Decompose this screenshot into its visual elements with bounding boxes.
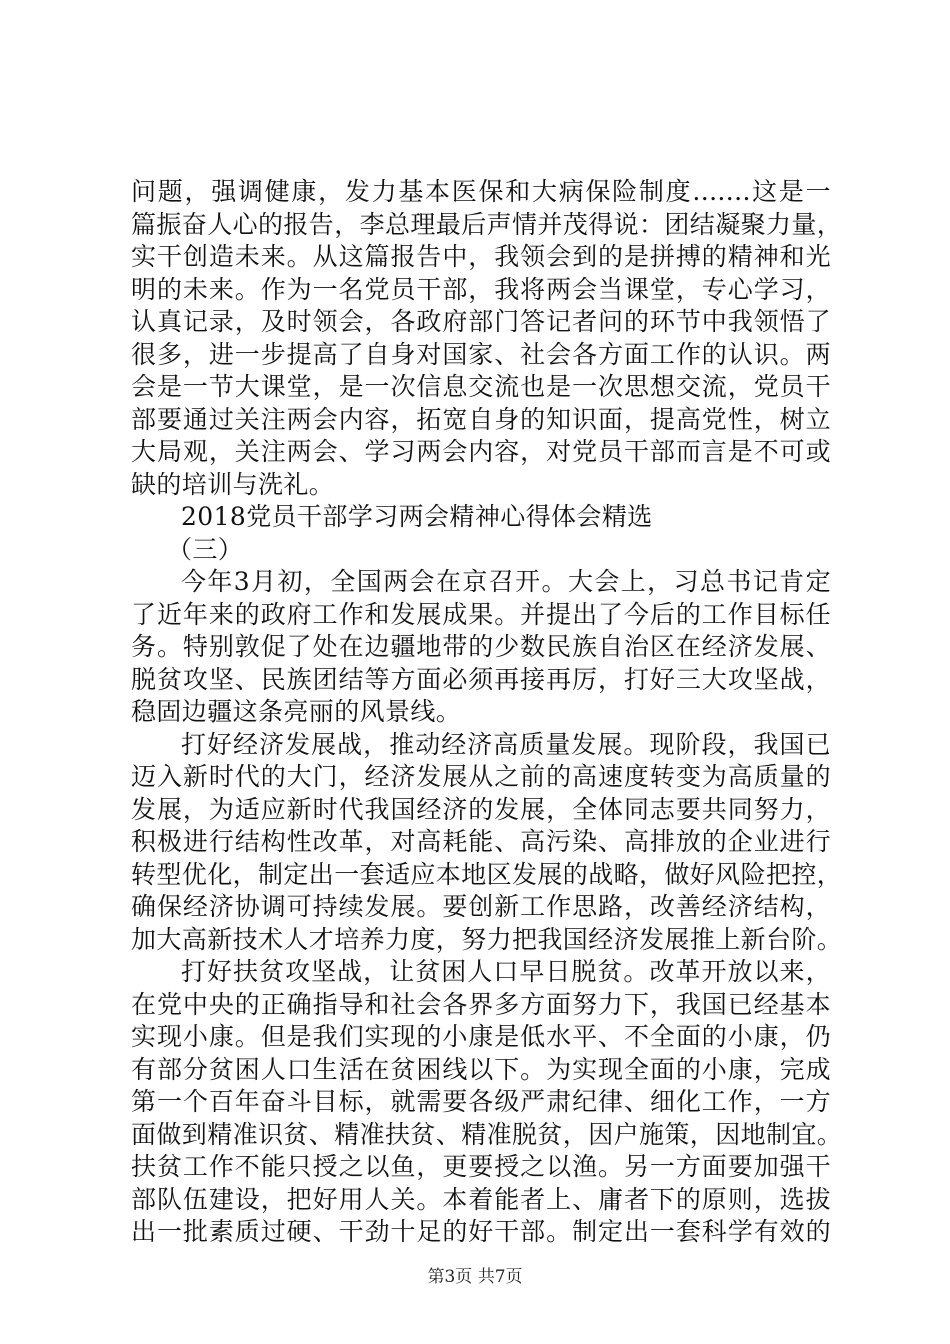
text-line: 稳固边疆这条亮丽的风景线。 — [131, 697, 462, 726]
text-line: 打好经济发展战，推动经济高质量发展。现阶段，我国已 — [181, 729, 831, 759]
text-line: 实干创造未来。从这篇报告中，我领会到的是拼搏的精神和光 — [131, 242, 831, 271]
text-line: 实现小康。但是我们实现的小康是低水平、不全面的小康，仍 — [131, 1022, 831, 1051]
text-line: 转型优化，制定出一套适应本地区发展的战略，做好风险把控， — [131, 859, 843, 889]
text-line: 迈入新时代的大门，经济发展从之前的高速度转变为高质量的 — [131, 762, 831, 791]
text-line: 打好扶贫攻坚战，让贫困人口早日脱贫。改革开放以来， — [181, 957, 831, 986]
text-line: 有部分贫困人口生活在贫困线以下。为实现全面的小康，完成 — [131, 1054, 831, 1084]
text-line: 确保经济协调可持续发展。要创新工作思路，改善经济结构， — [131, 892, 831, 921]
text-line: 会是一节大课堂，是一次信息交流也是一次思想交流，党员干 — [131, 372, 831, 401]
text-line: 部队伍建设，把好用人关。本着能者上、庸者下的原则，选拔 — [131, 1184, 831, 1214]
text-line: 大局观，关注两会、学习两会内容，对党员干部而言是不可或 — [131, 437, 831, 466]
text-line: （三） — [167, 534, 244, 564]
text-line: 篇振奋人心的报告，李总理最后声情并茂得说：团结凝聚力量， — [131, 209, 843, 239]
document-body — [131, 176, 843, 1249]
text-line: 了近年来的政府工作和发展成果。并提出了今后的工作目标任 — [131, 599, 831, 629]
text-line: 明的未来。作为一名党员干部，我将两会当课堂，专心学习， — [131, 274, 831, 304]
text-line: 认真记录，及时领会，各政府部门答记者问的环节中我领悟了 — [131, 307, 831, 336]
text-line: 发展，为适应新时代我国经济的发展，全体同志要共同努力， — [131, 794, 831, 824]
text-line: 第一个百年奋斗目标，就需要各级严肃纪律、细化工作，一方 — [131, 1087, 831, 1116]
text-line: 缺的培训与洗礼。 — [131, 469, 335, 499]
text-line: 务。特别敦促了处在边疆地带的少数民族自治区在经济发展、 — [131, 632, 831, 661]
text-line: 在党中央的正确指导和社会各界多方面努力下，我国已经基本 — [131, 989, 831, 1019]
text-line: 很多，进一步提高了自身对国家、社会各方面工作的认识。两 — [131, 339, 831, 369]
text-line: 面做到精准识贫、精准扶贫、精准脱贫，因户施策，因地制宜。 — [131, 1119, 843, 1149]
text-line: 扶贫工作不能只授之以鱼，更要授之以渔。另一方面要加强干 — [131, 1152, 831, 1181]
page-footer: 第3页 共7页 — [427, 1267, 523, 1287]
text-line: 积极进行结构性改革，对高耗能、高污染、高排放的企业进行 — [131, 827, 831, 856]
text-line: 脱贫攻坚、民族团结等方面必须再接再厉，打好三大攻坚战， — [131, 664, 831, 694]
text-line: 今年3月初，全国两会在京召开。大会上，习总书记肯定 — [181, 567, 831, 596]
text-line: 出一批素质过硬、干劲十足的好干部。制定出一套科学有效的 — [131, 1217, 831, 1246]
text-line: 问题，强调健康，发力基本医保和大病保险制度.......这是一 — [131, 177, 831, 206]
text-line: 2018党员干部学习两会精神心得体会精选 — [181, 502, 653, 531]
text-line: 加大高新技术人才培养力度，努力把我国经济发展推上新台阶。 — [131, 924, 843, 954]
text-line: 部要通过关注两会内容，拓宽自身的知识面，提高党性，树立 — [131, 404, 831, 434]
